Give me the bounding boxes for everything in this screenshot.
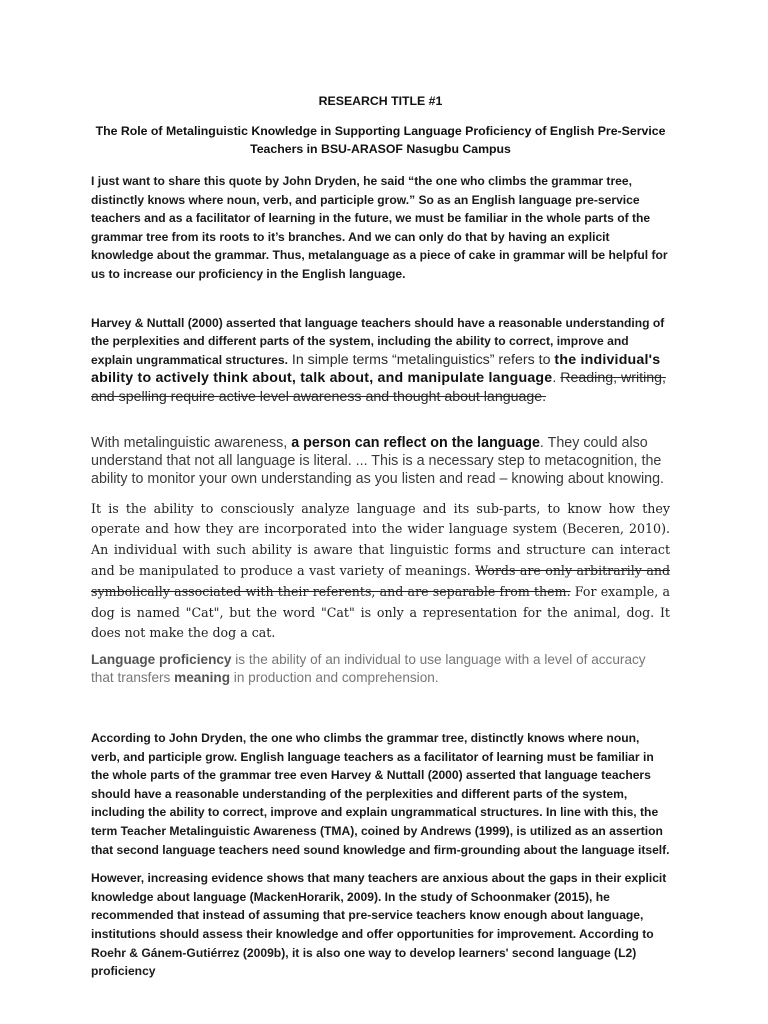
paragraph-tma: According to John Dryden, the one who climbs the grammar tree, distinctly knows where noun, verb, and participle grow. English language teachers as a facilitator of learning must be familiar in the whole parts of the grammar tree even Harvey & Nuttall (2000) asserted that language teachers should have a reasonable understanding of the perplexities and different parts of the system, including the ability to correct, improve and explain ungrammatical structures. In line with this, the term Teacher Metalinguistic Awareness (TMA), coined by Andrews (1999), is utilized as an assertion that second language teachers need sound knowledge and firm-grounding about the language itself. bbox=[91, 731, 670, 857]
p2-definition-lead: In simple terms “metalinguistics” refers to bbox=[287, 351, 555, 368]
p2-period: . bbox=[552, 370, 561, 387]
p2-text: Harvey & Nuttall (2000) asserted that language teachers should have a reasonable understanding of the perplexities and different parts of the system, including the ability to correct, improve and explain ungrammatical structures. bbox=[91, 315, 665, 367]
p4-struck-text: Words are only arbitrarily and symbolically associated with their referents, and are separable from them. bbox=[91, 562, 670, 599]
p3-rest: . They could also understand that not all language is literal. ... This is a necessary step to metacognition, the ability to monitor your own understanding as you listen and read – knowing about knowing. bbox=[91, 434, 665, 487]
p4-rest: For example, a dog is named "Cat", but the word "Cat" is only a representation for the animal, dog. It does not make the dog a cat. bbox=[91, 583, 670, 641]
paragraph-metalinguistic-awareness bbox=[91, 434, 670, 488]
p3-lead: With metalinguistic awareness, bbox=[91, 434, 292, 451]
research-title: The Role of Metalinguistic Knowledge in Supporting Language Proficiency of English Pre-Service Teachers in BSU-ARASOF Nasugbu Campus bbox=[95, 124, 666, 156]
p5-term: Language proficiency bbox=[91, 652, 232, 668]
p2-struck-text: Reading, writing, and spelling require active level awareness and thought about language. bbox=[91, 370, 666, 405]
p3-bold: a person can reflect on the language bbox=[291, 434, 540, 451]
research-heading: RESEARCH TITLE #1 bbox=[318, 94, 443, 108]
p5-meaning: meaning bbox=[174, 670, 231, 686]
p5-text: is the ability of an individual to use language with a level of accuracy that transfers bbox=[91, 652, 646, 686]
paragraph-conscious-analysis bbox=[91, 499, 670, 645]
paragraph-language-proficiency bbox=[91, 651, 670, 687]
paragraph-harvey-nuttall bbox=[91, 314, 670, 407]
paragraph-evidence: However, increasing evidence shows that many teachers are anxious about the gaps in their explicit knowledge about language (MackenHorarik, 2009). In the study of Schoonmaker (2015), he recommended that instead of assuming that pre-service teachers know enough about language, institutions should assess their knowledge and offer opportunities for improvement. According to Roehr & Gánem-Gutiérrez (2009b), it is also one way to develop learners' second language (L2) proficiency bbox=[91, 871, 667, 979]
p4-lead: It is the ability to consciously analyze language and its sub-parts, to know how they operate and how they are incorporated into the wider language system (Beceren, 2010). An individual with such ability is aware that linguistic forms and structure can interact and be manipulated to produce a vast variety of meanings. bbox=[91, 500, 670, 578]
paragraph-dryden-quote: I just want to share this quote by John Dryden, he said “the one who climbs the grammar tree, distinctly knows where noun, verb, and participle grow.” So as an English language pre-service teachers and as a facilitator of learning in the future, we must be familiar in the whole parts of the grammar tree from its roots to it’s branches. And we can only do that by having an explicit knowledge about the grammar. Thus, metalanguage as a piece of cake in grammar will be helpful for us to increase our proficiency in the English language. bbox=[91, 174, 668, 281]
p5-end: in production and comprehension. bbox=[230, 670, 439, 686]
p2-definition-bold: the individual's ability to actively think about, talk about, and manipulate language bbox=[91, 351, 661, 387]
